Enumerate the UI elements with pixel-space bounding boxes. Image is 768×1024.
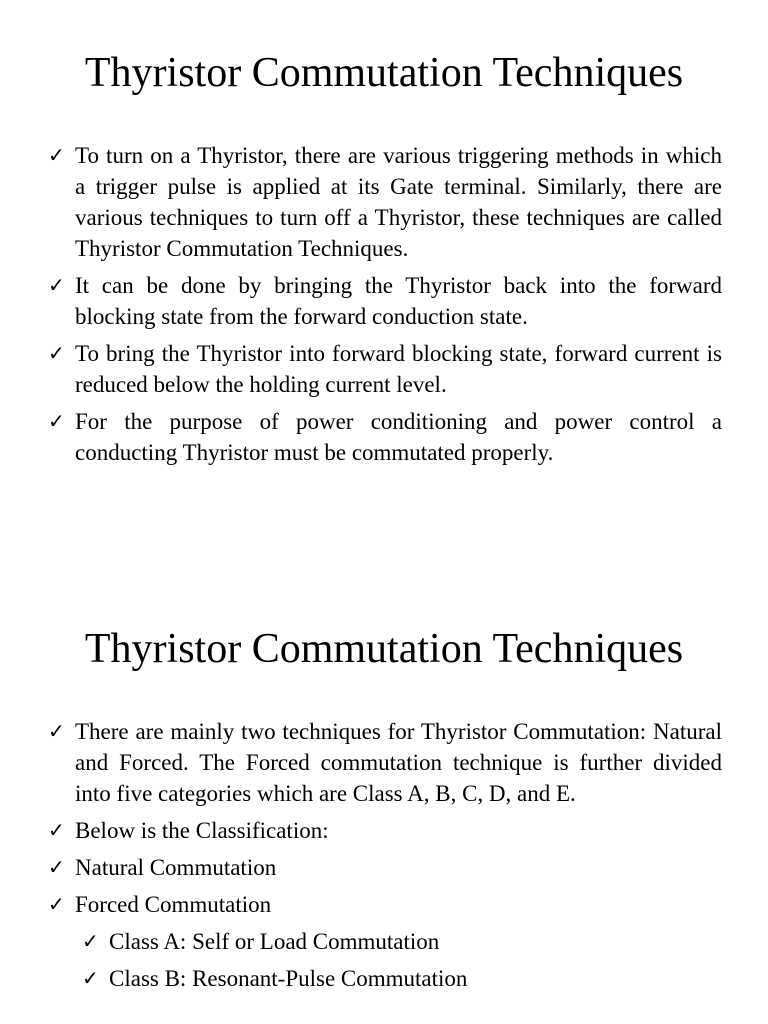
bullet-item xyxy=(48,716,722,809)
bullet-item xyxy=(48,270,722,332)
sub-bullet-text: Class B: Resonant-Pulse Commutation xyxy=(109,966,468,991)
bullet-text: For the purpose of power conditioning and power control a conducting Thyristor must be commutated properly. xyxy=(75,409,722,465)
bullet-list xyxy=(48,716,722,1000)
slide-title: Thyristor Commutation Techniques xyxy=(84,50,684,96)
bullet-text: It can be done by bringing the Thyristor back into the forward blocking state from the forward conduction state. xyxy=(75,273,722,329)
slide-2 xyxy=(0,576,768,1024)
check-icon: ✓ xyxy=(48,855,65,879)
bullet-text: To turn on a Thyristor, there are various triggering methods in which a trigger pulse is applied at its Gate terminal. Similarly, there are various techniques to turn off a Thyristor, these techniques are called Thyristor Commutation Techniques. xyxy=(75,143,722,261)
bullet-text: There are mainly two techniques for Thyristor Commutation: Natural and Forced. The Forced commutation technique is further divided into five categories which are Class A, B, C, D, and E. xyxy=(75,719,722,806)
bullet-text: Below is the Classification: xyxy=(75,818,329,843)
check-icon: ✓ xyxy=(48,273,65,297)
bullet-list xyxy=(48,140,722,474)
sub-bullet-text: Class A: Self or Load Commutation xyxy=(109,929,440,954)
slide-title: Thyristor Commutation Techniques xyxy=(84,626,684,672)
sub-bullet-item xyxy=(82,926,722,957)
bullet-item xyxy=(48,815,722,846)
bullet-text: Forced Commutation xyxy=(75,892,272,917)
check-icon: ✓ xyxy=(82,966,99,990)
check-icon: ✓ xyxy=(48,341,65,365)
bullet-item xyxy=(48,852,722,883)
bullet-text: Natural Commutation xyxy=(75,855,277,880)
bullet-item xyxy=(48,889,722,920)
check-icon: ✓ xyxy=(48,409,65,433)
bullet-text: To bring the Thyristor into forward blocking state, forward current is reduced below the holding current level. xyxy=(75,341,722,397)
bullet-item xyxy=(48,140,722,264)
sub-bullet-item xyxy=(82,963,722,994)
bullet-item xyxy=(48,338,722,400)
check-icon: ✓ xyxy=(48,719,65,743)
bullet-item xyxy=(48,406,722,468)
check-icon: ✓ xyxy=(48,818,65,842)
check-icon: ✓ xyxy=(48,143,65,167)
check-icon: ✓ xyxy=(82,929,99,953)
check-icon: ✓ xyxy=(48,892,65,916)
